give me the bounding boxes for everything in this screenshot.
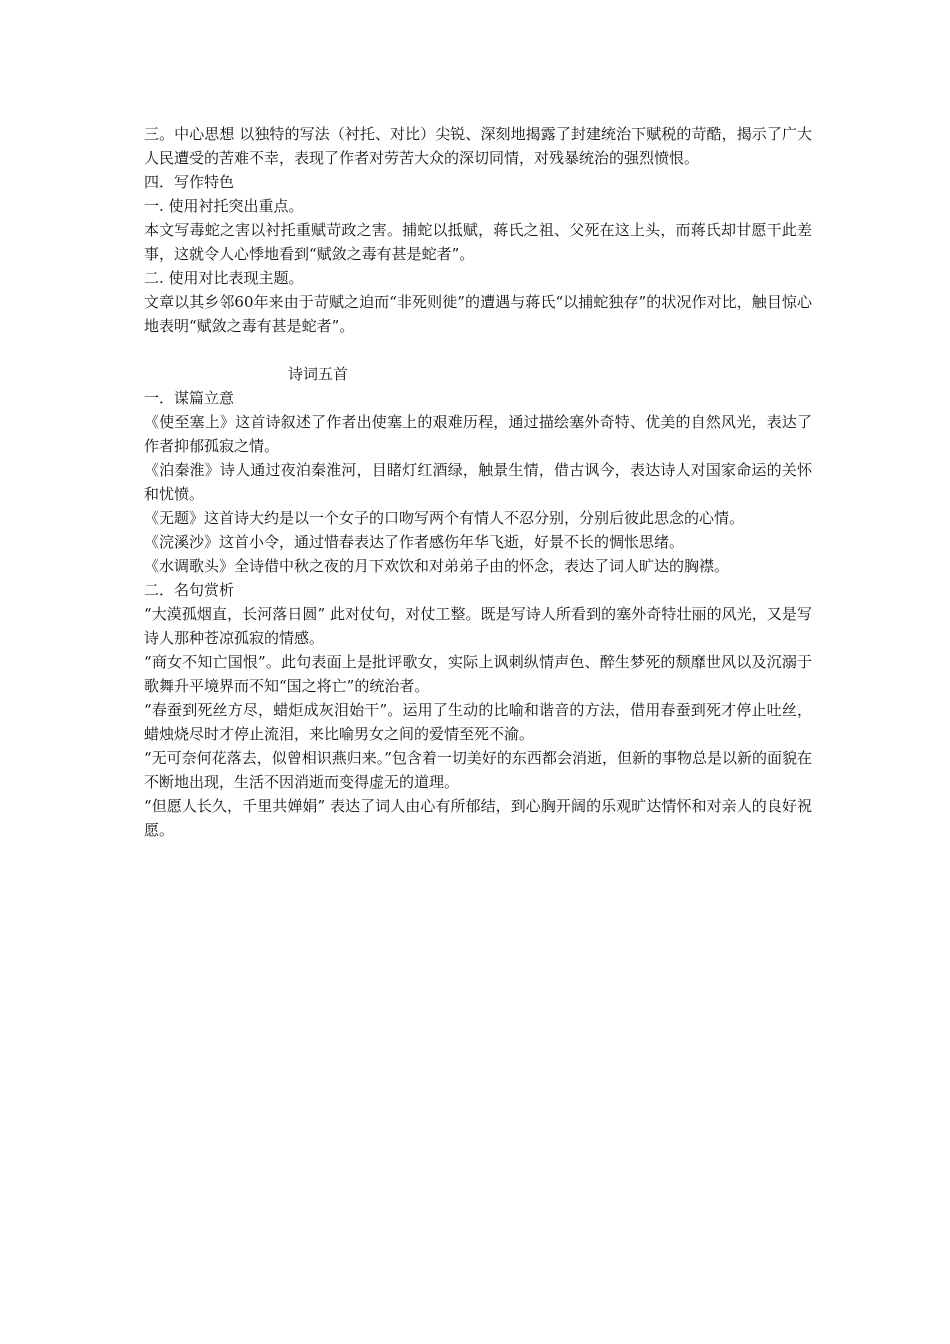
feature-1-heading: 一. 使用衬托突出重点。 <box>144 197 304 215</box>
document-page <box>144 122 812 842</box>
poems-section-title: 诗词五首 <box>288 365 349 383</box>
appreciation-paragraph: “商女不知亡国恨”。此句表面上是批评歌女，实际上讽刺纵情声色、醉生梦死的颓靡世风以及沉溺于歌舞升平境界而不知“国之将亡”的统治者。 <box>144 653 812 695</box>
feature-1-paragraph: 本文写毒蛇之害以衬托重赋苛政之害。捕蛇以抵赋，蒋氏之祖、父死在这上头，而蒋氏却甘愿干此差事，这就令人心悸地看到“赋敛之毒有甚是蛇者”。 <box>144 221 812 263</box>
appreciation-paragraph: “大漠孤烟直，长河落日圆” 此对仗句，对仗工整。既是写诗人所看到的塞外奇特壮丽的风光，又是写诗人那种苍凉孤寂的情感。 <box>144 605 812 647</box>
intent-paragraph: 《泊秦淮》诗人通过夜泊秦淮河，目睹灯红酒绿，触景生情，借古讽今，表达诗人对国家命运的关怀和忧愤。 <box>144 461 812 503</box>
writing-features-heading: 四．写作特色 <box>144 173 235 191</box>
central-idea-paragraph: 三。中心思想 以独特的写法（衬托、对比）尖锐、深刻地揭露了封建统治下赋税的苛酷，揭示了广大人民遭受的苦难不幸，表现了作者对劳苦大众的深切同情，对残暴统治的强烈愤恨。 <box>144 125 812 167</box>
appreciation-paragraph: “无可奈何花落去，似曾相识燕归来。”包含着一切美好的东西都会消逝，但新的事物总是以新的面貌在不断地出现，生活不因消逝而变得虚无的道理。 <box>144 749 812 791</box>
feature-2-paragraph: 文章以其乡邻60年来由于苛赋之迫而“非死则徙”的遭遇与蒋氏“以捕蛇独存”的状况作对比，触目惊心地表明“赋敛之毒有甚是蛇者”。 <box>144 293 812 335</box>
appreciation-paragraph: “春蚕到死丝方尽，蜡炬成灰泪始干”。运用了生动的比喻和谐音的方法，借用春蚕到死才停止吐丝，蜡烛烧尽时才停止流泪，来比喻男女之间的爱情至死不渝。 <box>144 701 812 743</box>
appreciation-paragraph: “但愿人长久，千里共婵娟” 表达了词人由心有所郁结，到心胸开阔的乐观旷达情怀和对亲人的良好祝愿。 <box>144 797 812 839</box>
intent-paragraph: 《无题》这首诗大约是以一个女子的口吻写两个有情人不忍分别，分别后彼此思念的心情。 <box>144 509 745 527</box>
intent-paragraph: 《水调歌头》全诗借中秋之夜的月下欢饮和对弟弟子由的怀念，表达了词人旷达的胸襟。 <box>144 557 730 575</box>
intent-paragraph: 《使至塞上》这首诗叙述了作者出使塞上的艰难历程，通过描绘塞外奇特、优美的自然风光，表达了作者抑郁孤寂之情。 <box>144 413 812 455</box>
feature-2-heading: 二. 使用对比表现主题。 <box>144 269 304 287</box>
intent-heading: 一．谋篇立意 <box>144 389 235 407</box>
appreciation-heading: 二．名句赏析 <box>144 581 235 599</box>
blank-line <box>144 338 812 362</box>
intent-paragraph: 《浣溪沙》这首小令，通过惜春表达了作者感伤年华飞逝，好景不长的惆怅思绪。 <box>144 533 685 551</box>
